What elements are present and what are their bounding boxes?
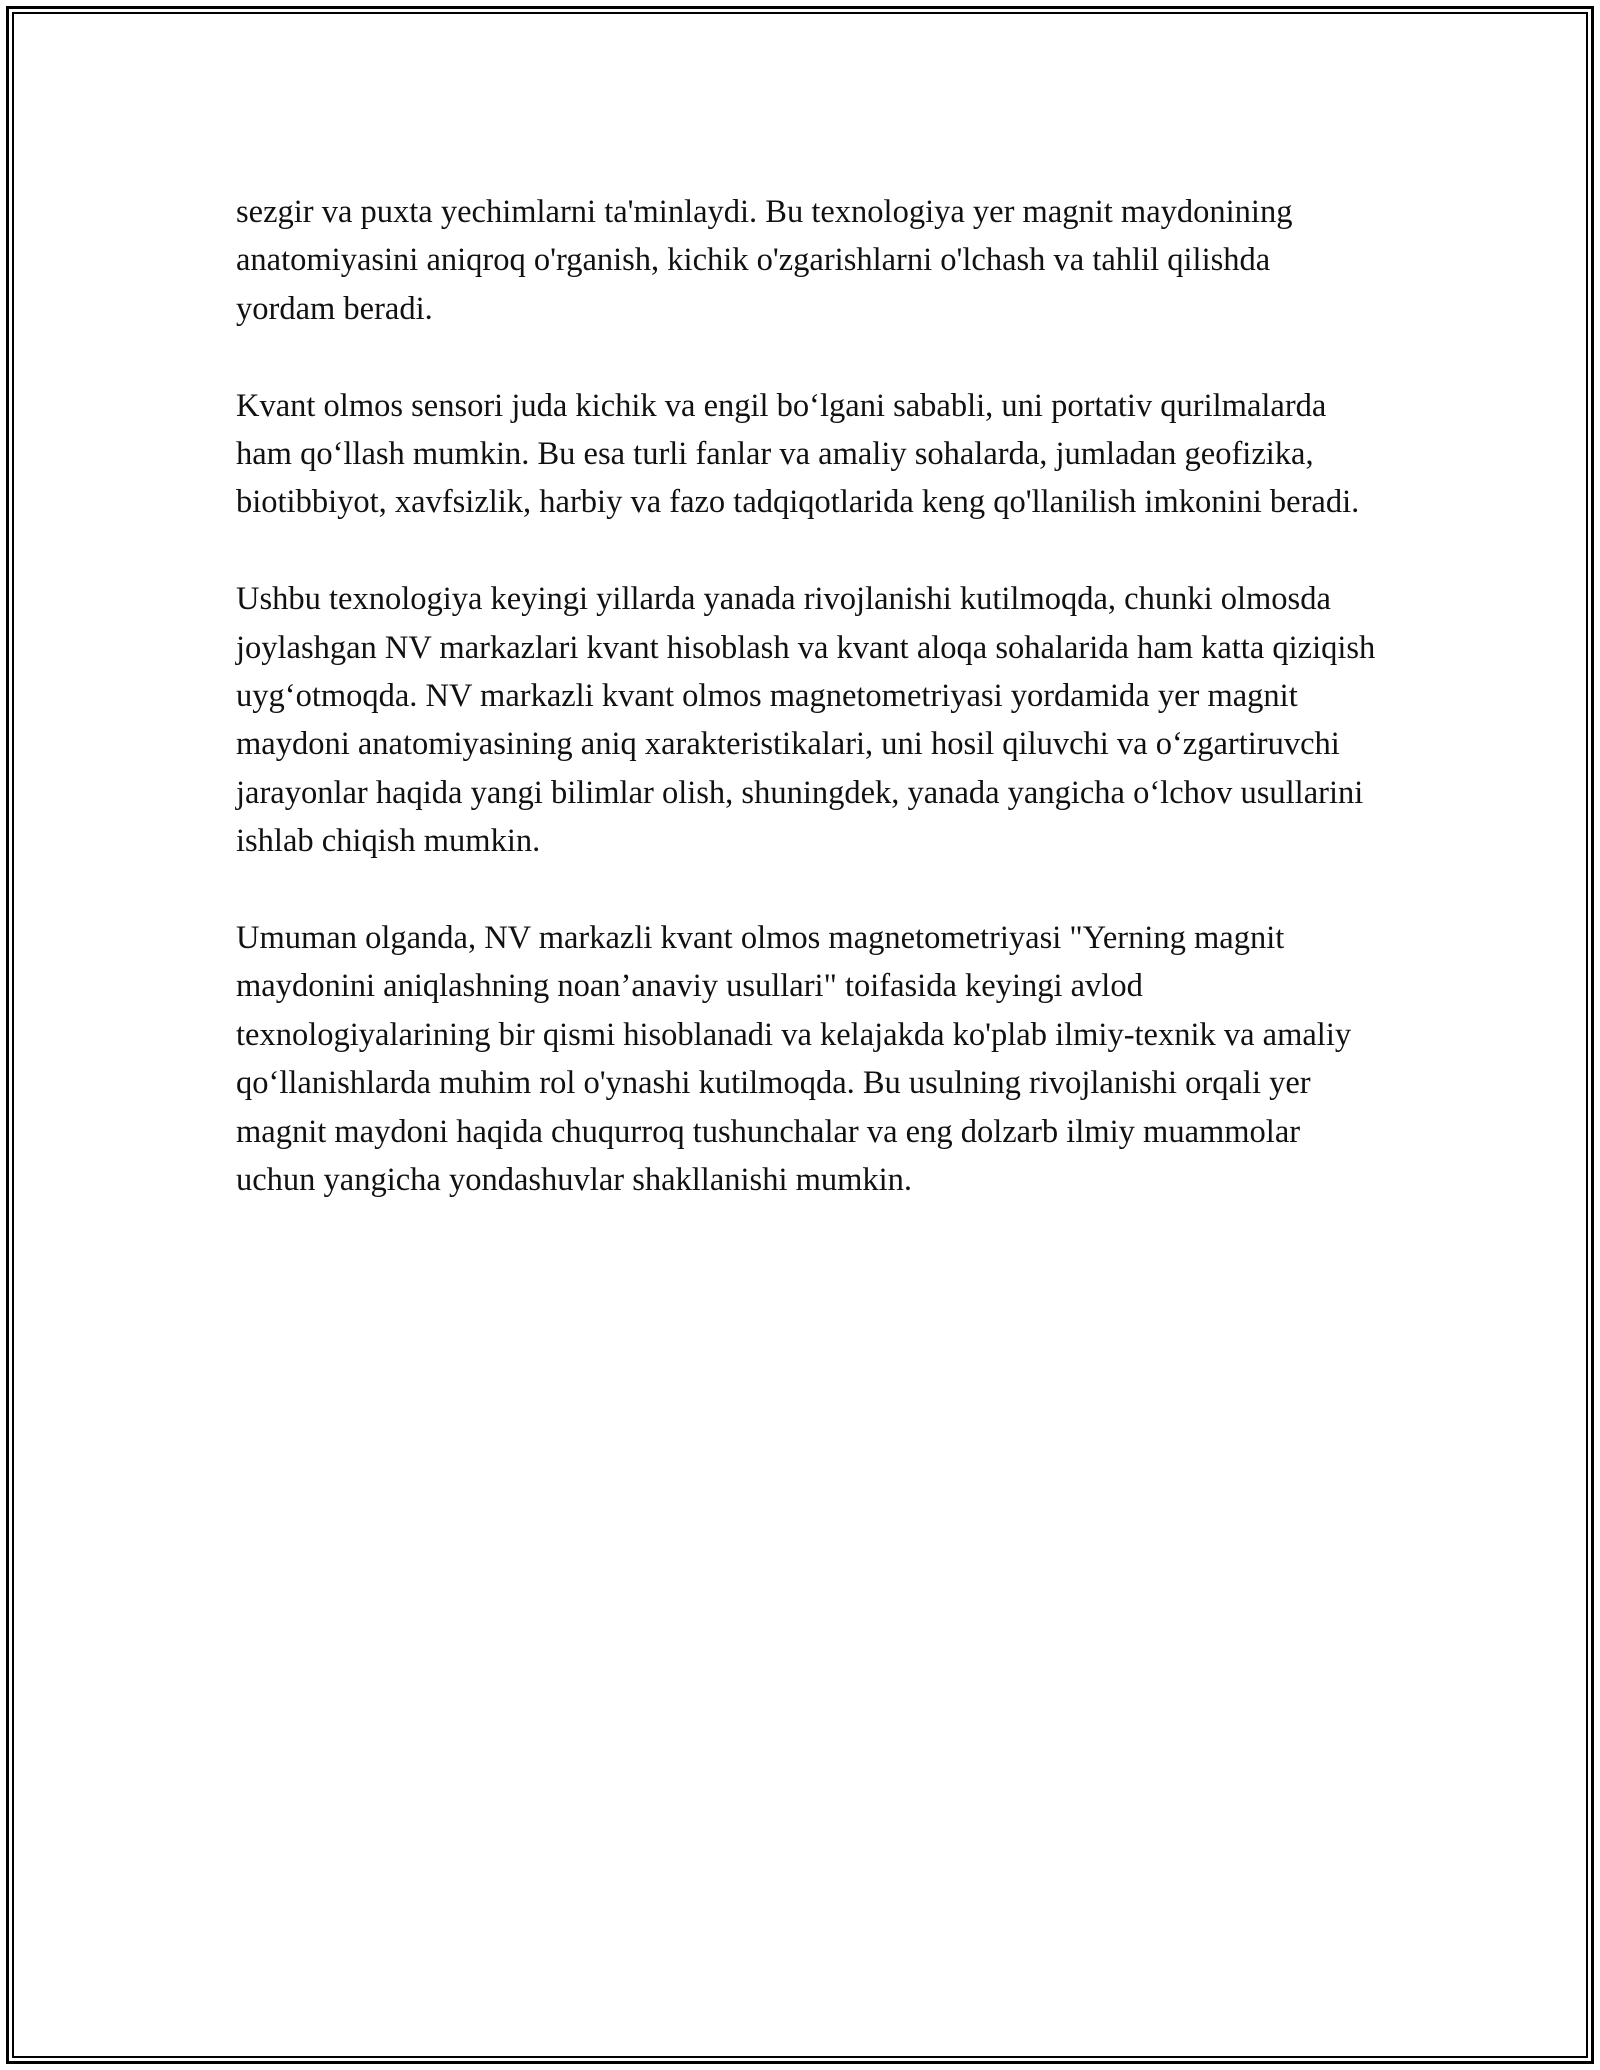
paragraph-4: Umuman olganda, NV markazli kvant olmos magnetometriyasi "Yerning magnit maydonini aniqlashning noan’anaviy usullari" toifasida keyingi avlod texnologiyalarining bir qismi hisoblanadi va kelajakda ko'plab ilmiy-texnik va amaliy qo‘llanishlarda muhim rol o'ynashi kutilmoqda. Bu usulning rivojlanishi orqali yer magnit maydoni haqida chuqurroq tushunchalar va eng dolzarb ilmiy muammolar uchun yangicha yondashuvlar shakllanishi mumkin.	[236, 920, 1352, 1199]
document-body	[236, 188, 1376, 1204]
paragraph-1: sezgir va puxta yechimlarni ta'minlaydi. Bu texnologiya yer magnit maydonining anatomiyasini aniqroq o'rganish, kichik o'zgarishlarni o'lchash va tahlil qilishda yordam beradi.	[236, 194, 1293, 327]
paragraph-3: Ushbu texnologiya keyingi yillarda yanada rivojlanishi kutilmoqda, chunki olmosda joylashgan NV markazlari kvant hisoblash va kvant aloqa sohalarida ham katta qiziqish uyg‘otmoqda. NV markazli kvant olmos magnetometriyasi yordamida yer magnit maydoni anatomiyasining aniq xarakteristikalari, uni hosil qiluvchi va o‘zgartiruvchi jarayonlar haqida yangi bilimlar olish, shuningdek, yanada yangicha o‘lchov usullarini ishlab chiqish mumkin.	[236, 581, 1376, 860]
paragraph-2: Kvant olmos sensori juda kichik va engil bo‘lgani sababli, uni portativ qurilmalarda ham qo‘llash mumkin. Bu esa turli fanlar va amaliy sohalarda, jumladan geofizika, biotibbiyot, xavfsizlik, harbiy va fazo tadqiqotlarida keng qo'llanilish imkonini beradi.	[236, 387, 1360, 521]
